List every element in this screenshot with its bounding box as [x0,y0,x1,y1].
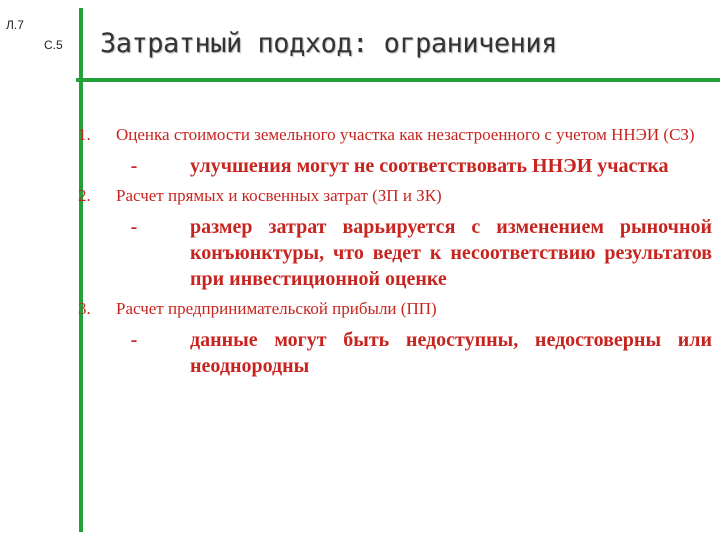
item-number: 1. [78,125,91,144]
item-text: Оценка стоимости земельного участка как незастроенного с учетом ННЭИ (СЗ) [116,125,695,144]
sub-dash: - [130,216,138,238]
horizontal-divider [76,78,720,82]
sub-item-2 [78,214,712,292]
item-number: 3. [78,299,91,318]
corner-label-l: Л.7 [6,18,24,32]
list-item-2 [78,185,712,206]
sub-item-1 [78,153,712,179]
sub-text: размер затрат варьируется с изменением рыночной конъюнктуры, что ведет к несоответствию результатов при инвестиционной оценке [190,216,712,290]
list-item-1 [78,124,712,145]
slide-content [78,124,712,385]
sub-item-3 [78,327,712,379]
corner-label-s: С.5 [44,38,63,52]
item-text: Расчет прямых и косвенных затрат (ЗП и ЗК) [116,186,442,205]
item-number: 2. [78,186,91,205]
slide-title: Затратный подход: ограничения [100,28,557,59]
list-item-3 [78,298,712,319]
sub-dash: - [130,155,138,177]
sub-text: улучшения могут не соответствовать ННЭИ участка [190,155,669,177]
sub-text: данные могут быть недоступны, недостоверны или неоднородны [190,329,712,377]
item-text: Расчет предпринимательской прибыли (ПП) [116,299,437,318]
sub-dash: - [130,329,138,351]
